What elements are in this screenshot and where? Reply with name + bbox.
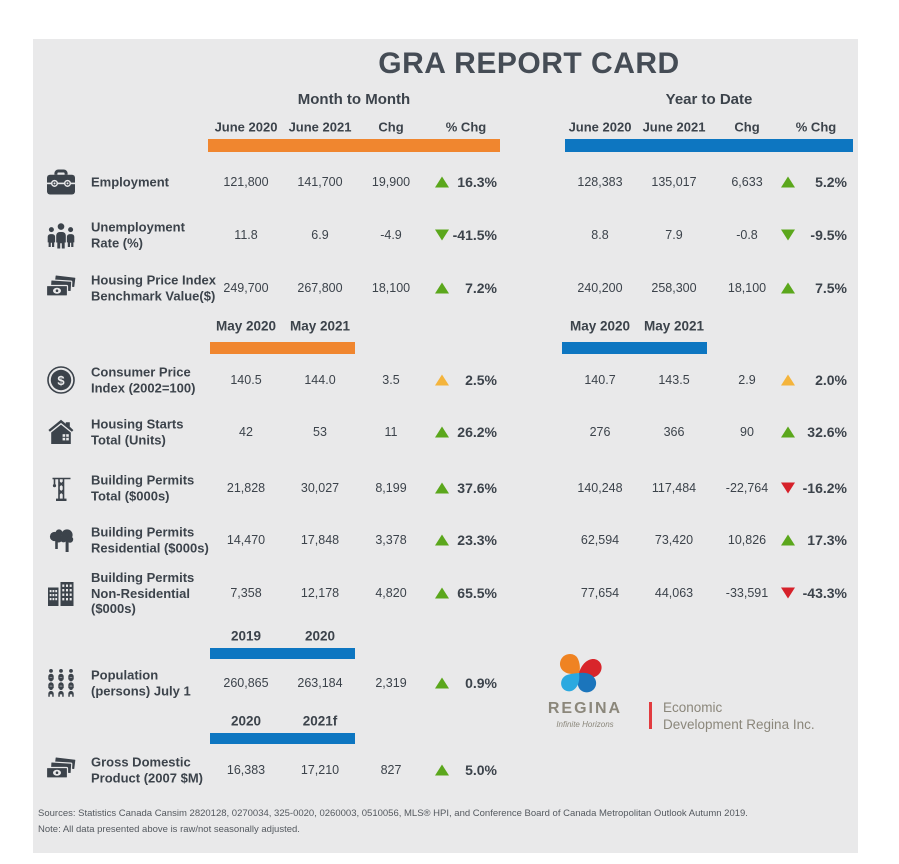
m2m-value-period1: 249,700	[223, 281, 269, 295]
logo-divider	[649, 702, 652, 729]
ytd-value-period2: 135,017	[651, 175, 697, 189]
m2m-value-period2: 267,800	[297, 281, 343, 295]
banknotes-icon	[41, 275, 81, 301]
row-label	[91, 525, 221, 556]
ytd-pct-chg: -43.3%	[802, 585, 847, 601]
trees-icon	[41, 526, 81, 554]
row-label-line: Product (2007 $M)	[91, 770, 203, 785]
org-name-line: Economic	[663, 700, 723, 715]
row-label-line: Employment	[91, 174, 170, 190]
ytd-value-period2: 117,484	[651, 481, 697, 495]
col-header-ytd-period2: June 2021	[642, 119, 706, 135]
banknotes-icon	[41, 757, 81, 783]
m2m-pct-chg: 5.0%	[465, 762, 497, 778]
regina-wordmark: REGINA	[547, 700, 623, 717]
m2m-value-chg: 11	[384, 425, 398, 439]
org-name	[663, 700, 815, 733]
ytd-value-period1: 140,248	[577, 481, 623, 495]
row-label-line: Housing Starts	[91, 416, 184, 432]
ytd-pct-chg: -16.2%	[802, 480, 847, 496]
row-label-line: Benchmark Value($)	[91, 288, 216, 303]
ytd-value-period1: 8.8	[591, 228, 609, 242]
buildings-icon	[41, 580, 81, 606]
m2m-value-period1: 11.8	[234, 228, 258, 242]
m2m-value-period1: 14,470	[226, 533, 266, 547]
m2m-value-period1: 140.5	[230, 373, 262, 387]
subheader-m2m-may-2020: May 2020	[215, 318, 277, 334]
people-icon	[41, 221, 81, 249]
crane-icon	[41, 474, 81, 502]
m2m-value-period1: 16,383	[226, 763, 266, 777]
row-label-line: Non-Residential	[91, 585, 190, 601]
ytd-value-chg: 18,100	[727, 281, 767, 295]
m2m-accent-bar	[208, 139, 500, 152]
row-label-line: Total ($000s)	[91, 488, 170, 503]
m2m-value-chg: 8,199	[375, 481, 407, 495]
m2m-value-period2: 263,184	[297, 676, 343, 690]
col-header-ytd-pct-chg: % Chg	[795, 119, 837, 135]
ytd-value-period2: 73,420	[654, 533, 694, 547]
ytd-value-chg: 2.9	[738, 373, 756, 387]
m2m-value-period2: 17,210	[300, 763, 340, 777]
ytd-value-period2: 7.9	[665, 228, 683, 242]
ytd-value-period2: 258,300	[651, 281, 697, 295]
row-label-line: Index (2002=100)	[91, 380, 196, 395]
ytd-value-period1: 240,200	[577, 281, 623, 295]
regina-tagline: Infinite Horizons	[556, 720, 614, 729]
row-label	[91, 365, 221, 396]
row-label-line: Rate (%)	[91, 235, 144, 250]
col-header-ytd-chg: Chg	[734, 119, 760, 135]
m2m-value-chg: 3.5	[382, 373, 400, 387]
section-title-year-to-date: Year to Date	[665, 91, 753, 108]
page-title: GRA REPORT CARD	[378, 47, 680, 80]
ytd-value-period1: 276	[589, 425, 611, 439]
row-label-line: Building Permits	[91, 524, 195, 540]
subheader-ytd-may-2021: May 2021	[643, 318, 705, 334]
ytd-pct-chg: 32.6%	[807, 424, 847, 440]
subheader-2021f: 2021f	[302, 713, 338, 729]
ytd-value-chg: 90	[740, 425, 754, 439]
ytd-value-period1: 128,383	[577, 175, 623, 189]
m2m-value-chg: 827	[380, 763, 402, 777]
ytd-value-chg: 10,826	[727, 533, 767, 547]
briefcase-icon	[41, 168, 81, 196]
ytd-accent-bar	[565, 139, 853, 152]
subheader-2020: 2020	[304, 628, 336, 644]
subheader-ytd-may-2020: May 2020	[569, 318, 631, 334]
col-header-m2m-pct-chg: % Chg	[445, 119, 487, 135]
ytd-value-period1: 140.7	[584, 373, 616, 387]
subheader-2019: 2019	[230, 628, 262, 644]
m2m-value-period1: 260,865	[223, 676, 269, 690]
ytd-value-chg: -0.8	[736, 228, 758, 242]
ytd-value-chg: -33,591	[725, 586, 769, 600]
m2m-pct-chg: 65.5%	[457, 585, 497, 601]
row-label-line: (persons) July 1	[91, 683, 191, 698]
row-label-line: Gross Domestic	[91, 754, 191, 770]
report-card	[33, 39, 858, 853]
m2m-value-period2: 141,700	[297, 175, 343, 189]
ytd-pct-chg: 7.5%	[815, 280, 847, 296]
col-header-m2m-period1: June 2020	[214, 119, 278, 135]
ytd-pct-chg: 2.0%	[815, 372, 847, 388]
ytd-may-accent-bar	[562, 342, 707, 354]
ytd-pct-chg: 5.2%	[815, 174, 847, 190]
row-label	[91, 473, 221, 504]
m2m-pct-chg: 2.5%	[465, 372, 497, 388]
m2m-value-period2: 12,178	[300, 586, 340, 600]
row-label	[91, 570, 221, 617]
population-icon	[41, 669, 81, 697]
ytd-value-period2: 366	[663, 425, 685, 439]
m2m-may-accent-bar	[210, 342, 355, 354]
m2m-value-period1: 42	[239, 425, 253, 439]
row-label-line: Total (Units)	[91, 432, 166, 447]
ytd-value-period2: 44,063	[654, 586, 694, 600]
ytd-value-chg: -22,764	[725, 481, 769, 495]
ytd-value-chg: 6,633	[731, 175, 763, 189]
row-label-line: Consumer Price	[91, 364, 191, 380]
m2m-pct-chg: 23.3%	[457, 532, 497, 548]
row-label	[91, 220, 221, 251]
m2m-value-period1: 21,828	[226, 481, 266, 495]
row-label	[91, 174, 221, 190]
dollar-coin-icon	[41, 365, 81, 395]
col-header-m2m-period2: June 2021	[288, 119, 352, 135]
m2m-pct-chg: 16.3%	[457, 174, 497, 190]
row-label-line: ($000s)	[91, 600, 136, 616]
data-note: Note: All data presented above is raw/not seasonally adjusted.	[38, 824, 300, 835]
m2m-value-chg: 18,100	[371, 281, 411, 295]
m2m-value-period1: 7,358	[230, 586, 262, 600]
m2m-pct-chg: -41.5%	[452, 227, 497, 243]
row-label-line: Population	[91, 667, 159, 683]
row-label	[91, 273, 221, 304]
org-name-line: Development Regina Inc.	[663, 716, 815, 732]
row-label-line: Building Permits	[91, 472, 195, 488]
section-title-month-to-month: Month to Month	[297, 91, 411, 108]
ytd-value-period1: 77,654	[580, 586, 620, 600]
m2m-pct-chg: 26.2%	[457, 424, 497, 440]
col-header-m2m-chg: Chg	[378, 119, 404, 135]
svg-text:$: $	[57, 372, 65, 388]
row-label-line: Housing Price Index	[91, 272, 216, 288]
population-accent-bar	[210, 648, 355, 659]
m2m-value-chg: -4.9	[380, 228, 402, 242]
m2m-value-period2: 144.0	[304, 373, 336, 387]
sources-note: Sources: Statistics Canada Cansim 2820128, 0270034, 325-0020, 0260003, 0510056, MLS® HPI, and Conference Board of Canada Metropolitan Outlook Autumn 2019.	[38, 808, 748, 819]
row-label	[91, 417, 221, 448]
m2m-value-chg: 4,820	[375, 586, 407, 600]
gdp-accent-bar	[210, 733, 355, 744]
m2m-value-period2: 53	[313, 425, 327, 439]
col-header-ytd-period1: June 2020	[568, 119, 632, 135]
ytd-pct-chg: 17.3%	[807, 532, 847, 548]
m2m-value-chg: 3,378	[375, 533, 407, 547]
row-label	[91, 668, 221, 699]
house-icon	[41, 418, 81, 446]
m2m-value-period2: 30,027	[300, 481, 340, 495]
row-label-line: Building Permits	[91, 569, 195, 585]
subheader-2020: 2020	[230, 713, 262, 729]
ytd-pct-chg: -9.5%	[810, 227, 847, 243]
row-label-line: Residential ($000s)	[91, 540, 209, 555]
m2m-value-period2: 17,848	[300, 533, 340, 547]
row-label	[91, 755, 221, 786]
ytd-value-period2: 143.5	[658, 373, 690, 387]
m2m-pct-chg: 37.6%	[457, 480, 497, 496]
m2m-pct-chg: 0.9%	[465, 675, 497, 691]
m2m-value-chg: 19,900	[371, 175, 411, 189]
row-label-line: Unemployment	[91, 219, 185, 235]
m2m-pct-chg: 7.2%	[465, 280, 497, 296]
ytd-value-period1: 62,594	[580, 533, 620, 547]
subheader-m2m-may-2021: May 2021	[289, 318, 351, 334]
m2m-value-period2: 6.9	[311, 228, 329, 242]
m2m-value-chg: 2,319	[375, 676, 407, 690]
m2m-value-period1: 121,800	[223, 175, 269, 189]
